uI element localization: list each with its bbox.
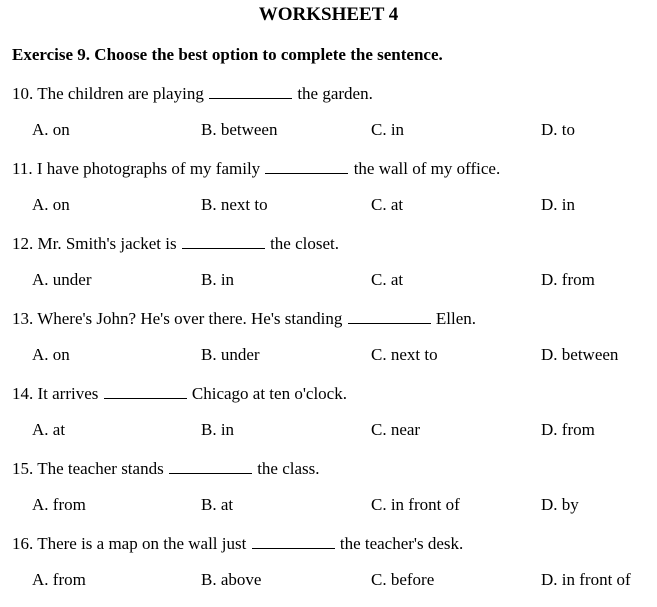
- question-text: [12, 382, 347, 405]
- option-b[interactable]: B. next to: [201, 195, 268, 214]
- option-a[interactable]: A. on: [32, 195, 70, 214]
- question-10: [12, 82, 652, 157]
- option-d[interactable]: D. from: [541, 420, 595, 439]
- exercise-instruction: Exercise 9. Choose the best option to complete the sentence.: [12, 45, 443, 64]
- option-d[interactable]: D. between: [541, 345, 619, 364]
- answer-blank: [252, 532, 335, 549]
- answer-blank: [265, 157, 348, 174]
- question-ending: the class.: [257, 459, 320, 478]
- option-c[interactable]: C. at: [371, 270, 404, 289]
- question-11: [12, 157, 652, 232]
- option-a[interactable]: A. at: [32, 420, 66, 439]
- question-ending: the closet.: [270, 234, 339, 253]
- option-a[interactable]: A. under: [32, 270, 92, 289]
- worksheet-title: WORKSHEET 4: [258, 4, 399, 25]
- option-a[interactable]: A. on: [32, 120, 70, 139]
- option-d[interactable]: D. to: [541, 120, 575, 139]
- option-d[interactable]: D. from: [541, 270, 595, 289]
- question-ending: the wall of my office.: [353, 159, 501, 178]
- question-stem: 16. There is a map on the wall just: [12, 534, 247, 553]
- answer-blank: [104, 382, 187, 399]
- option-c[interactable]: C. in front of: [371, 495, 460, 514]
- question-ending: Chicago at ten o'clock.: [191, 384, 347, 403]
- answer-blank: [169, 457, 252, 474]
- question-15: [12, 457, 652, 532]
- answer-blank: [209, 82, 292, 99]
- option-b[interactable]: B. in: [201, 270, 235, 289]
- question-text: [12, 82, 373, 105]
- question-12: [12, 232, 652, 307]
- question-ending: the teacher's desk.: [339, 534, 464, 553]
- option-d[interactable]: D. in: [541, 195, 575, 214]
- option-d[interactable]: D. by: [541, 495, 579, 514]
- question-16: [12, 532, 652, 607]
- question-stem: 12. Mr. Smith's jacket is: [12, 234, 177, 253]
- question-stem: 15. The teacher stands: [12, 459, 164, 478]
- question-14: [12, 382, 652, 457]
- question-text: [12, 232, 339, 255]
- question-text: [12, 307, 476, 330]
- option-b[interactable]: B. at: [201, 495, 234, 514]
- question-ending: Ellen.: [435, 309, 477, 328]
- question-stem: 14. It arrives: [12, 384, 99, 403]
- option-b[interactable]: B. under: [201, 345, 260, 364]
- question-stem: 10. The children are playing: [12, 84, 204, 103]
- option-c[interactable]: C. before: [371, 570, 435, 589]
- option-c[interactable]: C. at: [371, 195, 404, 214]
- question-text: [12, 457, 320, 480]
- option-b[interactable]: B. between: [201, 120, 278, 139]
- question-ending: the garden.: [297, 84, 373, 103]
- option-b[interactable]: B. in: [201, 420, 235, 439]
- option-a[interactable]: A. on: [32, 345, 70, 364]
- answer-blank: [348, 307, 431, 324]
- option-c[interactable]: C. next to: [371, 345, 438, 364]
- question-13: [12, 307, 652, 382]
- option-b[interactable]: B. above: [201, 570, 262, 589]
- option-a[interactable]: A. from: [32, 495, 86, 514]
- question-text: [12, 532, 463, 555]
- option-d[interactable]: D. in front of: [541, 570, 631, 589]
- option-c[interactable]: C. near: [371, 420, 421, 439]
- question-stem: 13. Where's John? He's over there. He's standing: [12, 309, 343, 328]
- option-a[interactable]: A. from: [32, 570, 86, 589]
- question-stem: 11. I have photographs of my family: [12, 159, 261, 178]
- option-c[interactable]: C. in: [371, 120, 405, 139]
- question-text: [12, 157, 500, 180]
- answer-blank: [182, 232, 265, 249]
